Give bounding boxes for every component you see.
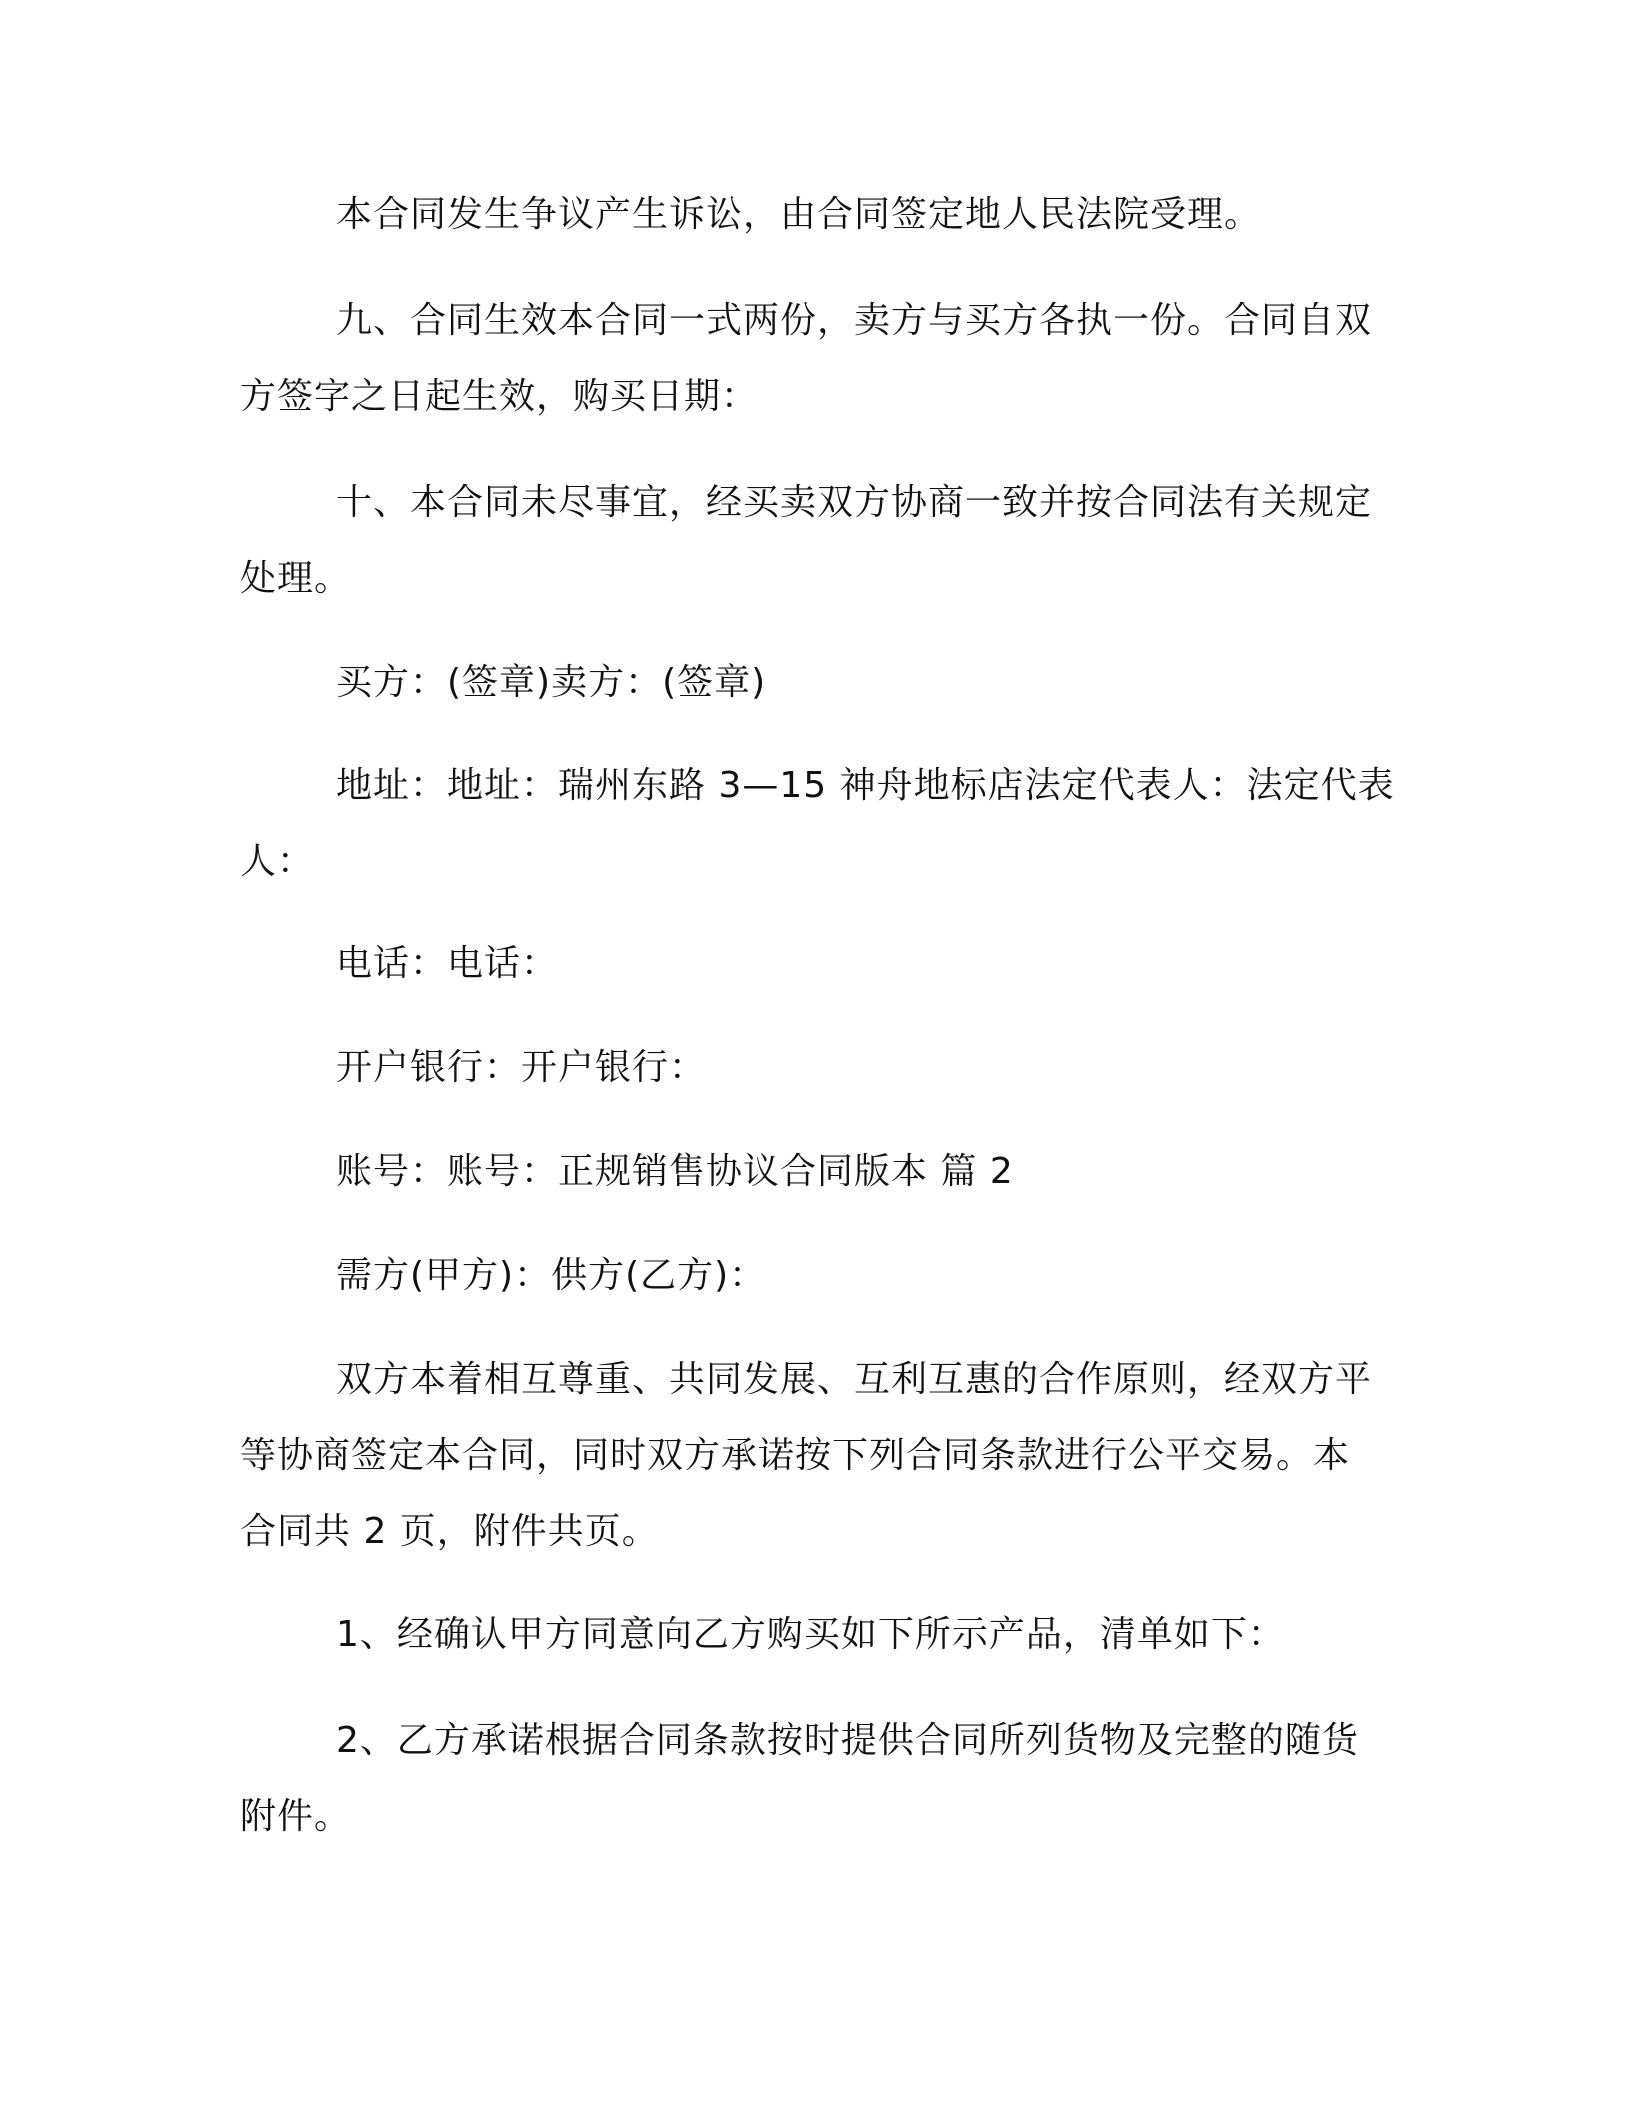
paragraph-bank (240, 1030, 1390, 1106)
text-line: 账号：账号：正规销售协议合同版本 篇 2 (336, 1151, 1014, 1192)
paragraph-parties (240, 1238, 1390, 1314)
text-line: 人： (240, 841, 315, 882)
text-line: 买方：(签章)卖方：(签章) (336, 662, 767, 703)
text-line: 九、合同生效本合同一式两份，卖方与买方各执一份。合同自双 (336, 300, 1373, 341)
text-line: 方签字之日起生效，购买日期： (240, 376, 759, 417)
text-line: 电话：电话： (336, 943, 559, 984)
text-line: 附件。 (240, 1796, 352, 1837)
paragraph-item-1 (240, 1597, 1390, 1673)
text-line: 地址：地址：瑞州东路 3—15 神舟地标店法定代表人：法定代表 (336, 765, 1395, 806)
paragraph-signatures (240, 645, 1390, 721)
paragraph-item-2 (240, 1703, 1390, 1855)
text-line: 合同共 2 页，附件共页。 (240, 1511, 659, 1552)
text-line: 十、本合同未尽事宜，经买卖双方协商一致并按合同法有关规定 (336, 482, 1373, 523)
text-line: 1、经确认甲方同意向乙方购买如下所示产品，清单如下： (336, 1614, 1285, 1655)
paragraph-phone (240, 926, 1390, 1002)
paragraph-account (240, 1134, 1390, 1210)
text-line: 双方本着相互尊重、共同发展、互利互惠的合作原则，经双方平 (336, 1359, 1373, 1400)
text-line: 开户银行：开户银行： (336, 1047, 707, 1088)
text-line: 处理。 (240, 558, 352, 599)
text-line: 本合同发生争议产生诉讼，由合同签定地人民法院受理。 (336, 194, 1262, 235)
paragraph-clause-10 (240, 465, 1390, 617)
text-line: 等协商签定本合同，同时双方承诺按下列合同条款进行公平交易。本 (240, 1435, 1351, 1476)
paragraph-principles (240, 1342, 1390, 1570)
text-line: 2、乙方承诺根据合同条款按时提供合同所列货物及完整的随货 (336, 1720, 1359, 1761)
text-line: 需方(甲方)：供方(乙方)： (336, 1255, 767, 1296)
paragraph-clause-9 (240, 283, 1390, 435)
paragraph-address (240, 748, 1395, 900)
paragraph-dispute (240, 177, 1390, 253)
